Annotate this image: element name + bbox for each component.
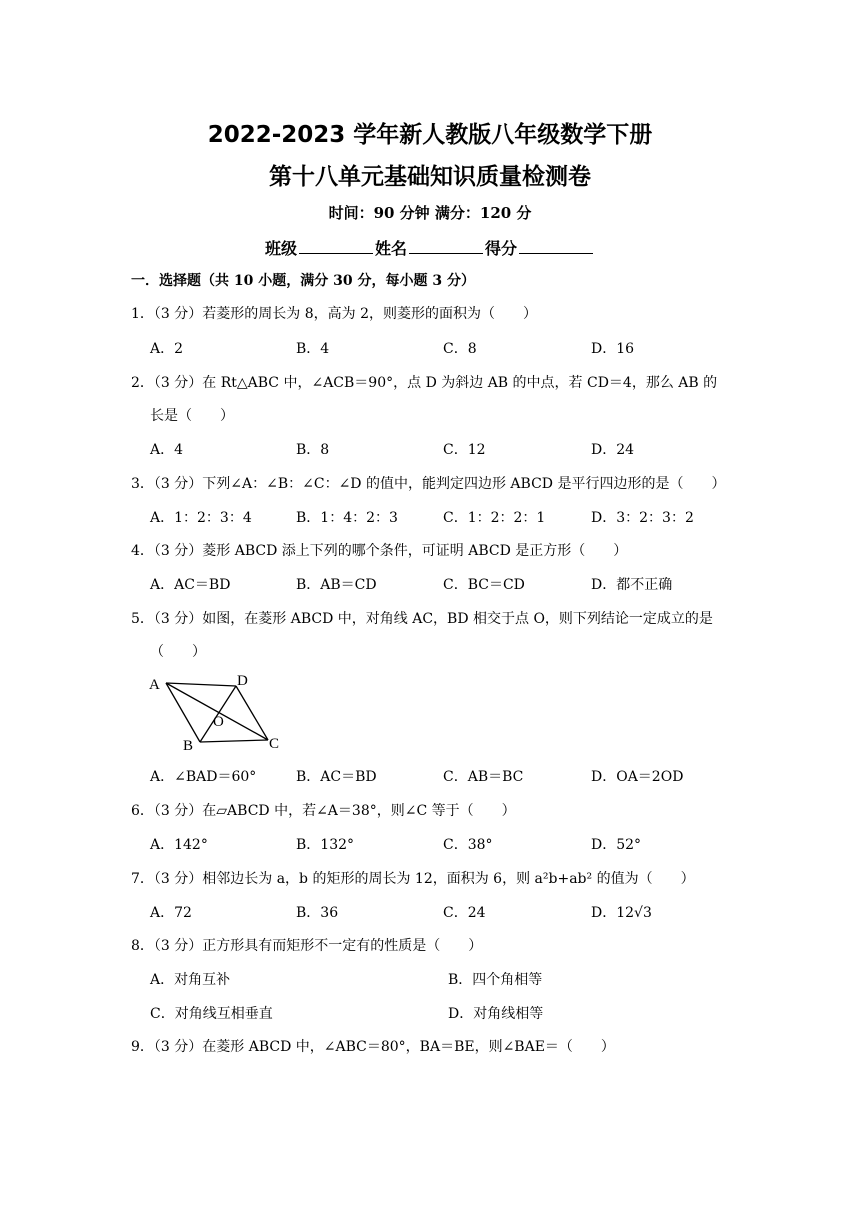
- question-8-option-c: C．对角线互相垂直: [150, 1006, 273, 1022]
- score-blank: [519, 239, 593, 254]
- question-6-option-d: D．52°: [591, 837, 642, 853]
- question-1-option-b: B．4: [296, 341, 330, 357]
- score-label: 得分: [485, 239, 518, 258]
- question-2-option-c: C．12: [443, 442, 486, 458]
- rhombus-figure: [140, 668, 300, 754]
- question-4-option-d: D．都不正确: [591, 577, 673, 593]
- question-5-option-b: B．AC＝BD: [296, 769, 377, 785]
- question-7-option-c: C．24: [443, 905, 486, 921]
- question-5-stem: 5．（3 分）如图，在菱形 ABCD 中，对角线 AC，BD 相交于点 O，则下列结论一定成立的是: [131, 611, 713, 627]
- question-8-stem: 8．（3 分）正方形具有而矩形不一定有的性质是（ ）: [131, 938, 483, 954]
- question-3-option-a: A．1：2：3：4: [150, 510, 252, 526]
- question-7-option-b: B．36: [296, 905, 339, 921]
- question-2-stem: 2．（3 分）在 Rt△ABC 中，∠ACB＝90°，点 D 为斜边 AB 的中点，若 CD＝4，那么 AB 的: [131, 375, 718, 391]
- question-6-option-b: B．132°: [296, 837, 355, 853]
- question-3-option-d: D．3：2：3：2: [591, 510, 694, 526]
- question-7-option-a: A．72: [150, 905, 192, 921]
- question-4-stem: 4．（3 分）菱形 ABCD 添上下列的哪个条件，可证明 ABCD 是正方形（ ）: [131, 543, 628, 559]
- student-info-line: [0, 236, 860, 259]
- question-7-stem: 7．（3 分）相邻边长为 a，b 的矩形的周长为 12，面积为 6，则 a²b+ab² 的值为（ ）: [131, 871, 695, 887]
- question-8-option-a: A．对角互补: [150, 972, 231, 988]
- exam-title-line2: 第十八单元基础知识质量检测卷: [269, 164, 591, 190]
- question-1-stem: 1．（3 分）若菱形的周长为 8，高为 2，则菱形的面积为（ ）: [131, 306, 537, 322]
- vertex-label-o: O: [213, 714, 224, 730]
- vertex-label-d: D: [237, 673, 248, 689]
- question-6-stem: 6．（3 分）在▱ABCD 中，若∠A＝38°，则∠C 等于（ ）: [131, 803, 516, 819]
- question-3-option-c: C．1：2：2：1: [443, 510, 546, 526]
- rhombus-side-cb: [200, 740, 268, 742]
- question-5-stem-cont: （ ）: [150, 644, 206, 660]
- rhombus-side-ad: [166, 683, 236, 686]
- name-blank: [409, 239, 483, 254]
- question-5-option-d: D．OA＝2OD: [591, 769, 684, 785]
- question-8-option-d: D．对角线相等: [448, 1006, 544, 1022]
- class-blank: [299, 239, 373, 254]
- rhombus-side-dc: [236, 686, 268, 740]
- question-9-stem: 9．（3 分）在菱形 ABCD 中，∠ABC＝80°，BA＝BE，则∠BAE＝（ ）: [131, 1039, 615, 1055]
- question-7-option-d: D．12√3: [591, 905, 652, 921]
- question-3-option-b: B．1：4：2：3: [296, 510, 398, 526]
- exam-title-line1: 2022-2023 学年新人教版八年级数学下册: [207, 122, 653, 148]
- question-6-option-c: C．38°: [443, 837, 493, 853]
- class-label: 班级: [264, 239, 297, 258]
- question-2-option-d: D．24: [591, 442, 635, 458]
- question-2-stem-cont: 长是（ ）: [150, 408, 234, 424]
- question-5-option-a: A．∠BAD＝60°: [150, 769, 257, 785]
- question-1-option-a: A．2: [150, 341, 184, 357]
- question-6-option-a: A．142°: [150, 837, 208, 853]
- time-score-line: 时间：90 分钟 满分：120 分: [328, 204, 532, 222]
- vertex-label-b: B: [183, 738, 194, 754]
- name-label: 姓名: [374, 239, 407, 258]
- question-1-option-c: C．8: [443, 341, 477, 357]
- question-8-option-b: B．四个角相等: [448, 972, 543, 988]
- question-1-option-d: D．16: [591, 341, 635, 357]
- question-4-option-c: C．BC＝CD: [443, 577, 525, 593]
- question-4-option-b: B．AB＝CD: [296, 577, 377, 593]
- vertex-label-c: C: [269, 736, 280, 752]
- question-4-option-a: A．AC＝BD: [150, 577, 231, 593]
- diagonal-ac: [166, 683, 268, 740]
- vertex-label-a: A: [149, 677, 160, 693]
- question-2-option-a: A．4: [150, 442, 184, 458]
- question-2-option-b: B．8: [296, 442, 330, 458]
- question-5-option-c: C．AB＝BC: [443, 769, 524, 785]
- section-title: 一．选择题（共 10 小题，满分 30 分，每小题 3 分）: [131, 273, 475, 289]
- question-3-stem: 3．（3 分）下列∠A：∠B：∠C：∠D 的值中，能判定四边形 ABCD 是平行四边形的是（ ）: [131, 476, 726, 492]
